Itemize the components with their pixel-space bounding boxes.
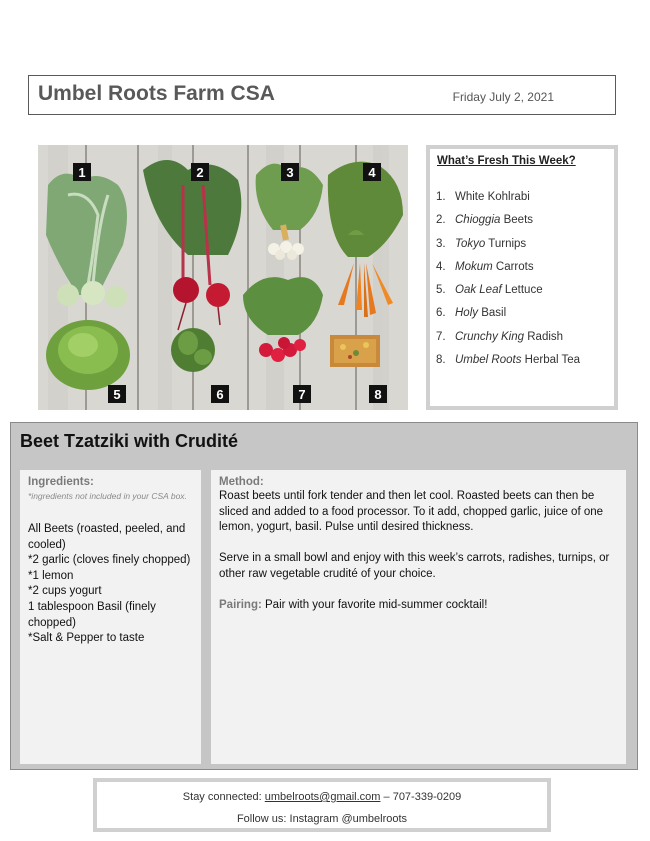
ingredients-label: Ingredients:: [28, 476, 94, 488]
contact-prefix: Stay connected:: [182, 791, 265, 803]
fresh-heading: What’s Fresh This Week?: [437, 155, 576, 167]
list-item: 1. White Kohlrabi: [436, 191, 530, 203]
pairing-text: Pair with your favorite mid-summer cocktail!: [261, 598, 488, 611]
social-line: Follow us: Instagram @umbelroots: [236, 813, 408, 825]
photo-badge-6: [211, 385, 229, 403]
list-item: 1 tablespoon Basil (finely chopped): [28, 600, 156, 629]
list-item: 7. Crunchy King Radish: [436, 330, 564, 343]
photo-badge-7: [293, 385, 311, 403]
list-item: 3. Tokyo Turnips: [436, 237, 527, 250]
method-panel: [211, 470, 626, 764]
header-box: [28, 75, 616, 115]
herbal-tea-illustration: [330, 335, 380, 367]
list-item: 5. Oak Leaf Lettuce: [436, 284, 543, 297]
list-item: *2 cups yogurt: [28, 585, 102, 598]
photo-badge-3: [281, 163, 299, 181]
list-item: 6. Holy Basil: [436, 307, 507, 320]
list-item: *2 garlic (cloves finely chopped): [28, 554, 191, 567]
list-item: *1 lemon: [28, 569, 74, 582]
photo-number: 1: [78, 165, 86, 180]
produce-photo: [38, 145, 408, 410]
method-step-2: Serve in a small bowl and enjoy with this week’s carrots, radishes, turnips, or other raw vegetable crudité of your choice.: [219, 552, 610, 580]
basil-illustration: [171, 328, 215, 372]
photo-badge-4: [363, 163, 381, 181]
recipe-title: Beet Tzatziki with Crudité: [20, 431, 239, 451]
photo-number: 5: [113, 387, 121, 402]
ingredients-list: [28, 522, 193, 647]
footer-box: [93, 778, 551, 832]
photo-number: 2: [196, 165, 204, 180]
photo-number: 8: [374, 387, 382, 402]
photo-number: 6: [216, 387, 224, 402]
photo-badge-8: [369, 385, 387, 403]
list-item: *Salt & Pepper to taste: [28, 632, 145, 645]
phone-number: – 707-339-0209: [380, 791, 462, 803]
method-label: Method:: [219, 476, 264, 488]
ingredients-panel: [20, 470, 201, 764]
list-item: 4. Mokum Carrots: [436, 260, 534, 273]
lettuce-illustration: [46, 320, 130, 390]
pairing-line: [219, 598, 618, 614]
recipe-section: [10, 422, 638, 770]
list-item: All Beets (roasted, peeled, and cooled): [28, 523, 186, 551]
photo-badge-5: [108, 385, 126, 403]
photo-number: 3: [286, 165, 294, 180]
pairing-label: Pairing:: [219, 598, 262, 611]
contact-line: [97, 791, 547, 803]
list-item: 8. Umbel Roots Herbal Tea: [436, 354, 581, 367]
fresh-list: [436, 190, 614, 376]
ingredients-note: *ingredients not included in your CSA box.: [28, 491, 187, 501]
photo-badge-2: [191, 163, 209, 181]
photo-badge-1: [73, 163, 91, 181]
list-item: 2. Chioggia Beets: [436, 214, 534, 227]
page-title: Umbel Roots Farm CSA: [38, 82, 275, 105]
photo-number: 4: [368, 165, 376, 180]
photo-number: 7: [298, 387, 306, 402]
fresh-this-week-box: [426, 145, 618, 410]
email-link[interactable]: umbelroots@gmail.com: [264, 791, 381, 803]
method-step-1: Roast beets until fork tender and then let cool. Roasted beets can then be sliced and added to a food processor. To it add, chopped garlic, juice of one lemon, yogurt, basil. Pulse until desired thickness.: [219, 490, 604, 534]
issue-date: Friday July 2, 2021: [452, 90, 554, 104]
